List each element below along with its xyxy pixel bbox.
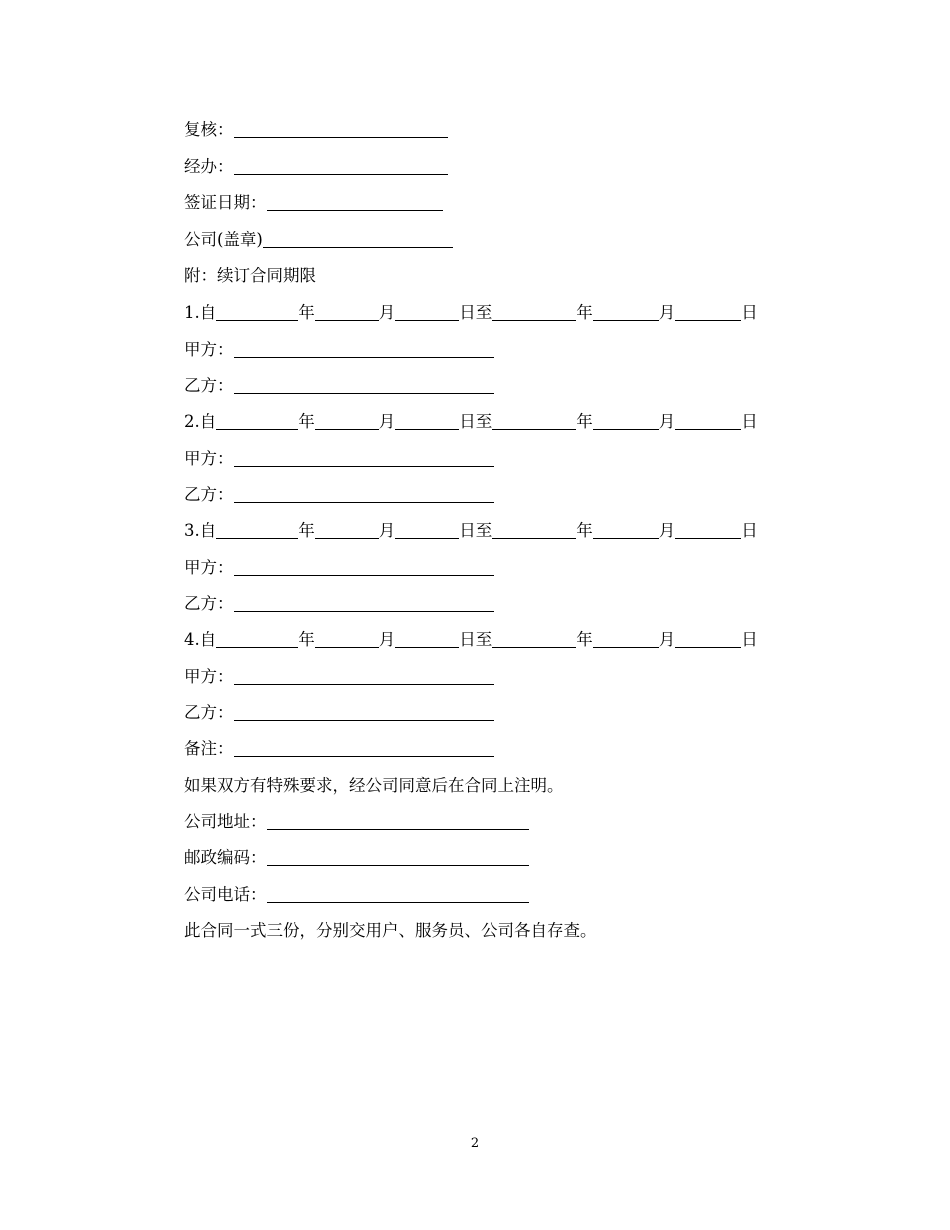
term-number: 2. <box>184 412 200 431</box>
party-b-line-4 <box>184 701 494 725</box>
year-label: 年 <box>576 521 593 540</box>
month-label: 月 <box>378 412 396 431</box>
end-day-blank[interactable] <box>675 411 741 430</box>
review-blank[interactable] <box>234 119 448 138</box>
end-year-blank[interactable] <box>492 411 576 430</box>
remarks-line <box>184 737 494 761</box>
day-label: 日 <box>741 630 758 649</box>
day-to-label: 日至 <box>459 630 493 649</box>
party-b-blank[interactable] <box>234 484 494 503</box>
end-month-blank[interactable] <box>593 520 659 539</box>
party-a-line-2 <box>184 447 494 471</box>
party-a-label: 甲方： <box>184 449 234 468</box>
party-b-blank[interactable] <box>234 702 494 721</box>
renewal-heading <box>184 264 316 288</box>
start-day-blank[interactable] <box>395 629 459 648</box>
company-phone-line <box>184 883 529 907</box>
end-year-blank[interactable] <box>492 629 576 648</box>
review-line <box>184 118 448 142</box>
party-b-blank[interactable] <box>234 593 494 612</box>
year-label: 年 <box>298 630 315 649</box>
party-b-line-3 <box>184 592 494 616</box>
party-b-label: 乙方： <box>184 703 234 722</box>
start-day-blank[interactable] <box>395 302 459 321</box>
end-year-blank[interactable] <box>492 302 576 321</box>
party-b-label: 乙方： <box>184 376 234 395</box>
renewal-heading-text: 附：续订合同期限 <box>184 266 316 285</box>
postal-code-label: 邮政编码： <box>184 848 267 867</box>
end-day-blank[interactable] <box>675 520 741 539</box>
party-a-line-4 <box>184 665 494 689</box>
month-label: 月 <box>658 630 676 649</box>
year-label: 年 <box>576 630 593 649</box>
remarks-label: 备注： <box>184 739 234 758</box>
end-month-blank[interactable] <box>593 302 659 321</box>
term-from-label: 自 <box>199 521 217 540</box>
term-from-label: 自 <box>199 412 217 431</box>
party-a-blank[interactable] <box>234 339 494 358</box>
day-to-label: 日至 <box>459 412 493 431</box>
visa-date-blank[interactable] <box>267 192 443 211</box>
company-address-label: 公司地址： <box>184 812 267 831</box>
day-to-label: 日至 <box>459 303 493 322</box>
end-day-blank[interactable] <box>675 629 741 648</box>
party-b-line-2 <box>184 483 494 507</box>
year-label: 年 <box>298 521 315 540</box>
party-b-line-1 <box>184 374 494 398</box>
party-a-blank[interactable] <box>234 448 494 467</box>
term-number: 3. <box>184 521 200 540</box>
day-to-label: 日至 <box>459 521 493 540</box>
term-number: 1. <box>184 303 200 322</box>
start-day-blank[interactable] <box>395 520 459 539</box>
party-b-blank[interactable] <box>234 375 494 394</box>
party-a-line-3 <box>184 556 494 580</box>
month-label: 月 <box>658 412 676 431</box>
special-note-text: 如果双方有特殊要求，经公司同意后在合同上注明。 <box>184 776 564 795</box>
start-month-blank[interactable] <box>315 411 379 430</box>
year-label: 年 <box>298 412 315 431</box>
party-a-label: 甲方： <box>184 558 234 577</box>
company-stamp-line <box>184 228 453 252</box>
start-year-blank[interactable] <box>216 411 298 430</box>
renewal-term-3 <box>184 519 758 543</box>
start-day-blank[interactable] <box>395 411 459 430</box>
party-a-label: 甲方： <box>184 667 234 686</box>
end-year-blank[interactable] <box>492 520 576 539</box>
company-stamp-blank[interactable] <box>263 229 453 248</box>
party-b-label: 乙方： <box>184 485 234 504</box>
start-month-blank[interactable] <box>315 302 379 321</box>
day-label: 日 <box>741 412 758 431</box>
term-from-label: 自 <box>199 630 217 649</box>
closing-statement <box>184 919 597 943</box>
party-a-line-1 <box>184 338 494 362</box>
party-a-blank[interactable] <box>234 557 494 576</box>
handler-blank[interactable] <box>234 156 448 175</box>
party-a-label: 甲方： <box>184 340 234 359</box>
company-phone-label: 公司电话： <box>184 885 267 904</box>
year-label: 年 <box>576 303 593 322</box>
day-label: 日 <box>741 521 758 540</box>
review-label: 复核： <box>184 120 234 139</box>
start-year-blank[interactable] <box>216 520 298 539</box>
month-label: 月 <box>378 521 396 540</box>
page-number: 2 <box>470 1136 480 1151</box>
end-month-blank[interactable] <box>593 629 659 648</box>
postal-code-line <box>184 846 529 870</box>
term-from-label: 自 <box>199 303 217 322</box>
party-b-label: 乙方： <box>184 594 234 613</box>
day-label: 日 <box>741 303 758 322</box>
visa-date-line <box>184 191 443 215</box>
visa-date-label: 签证日期： <box>184 193 267 212</box>
end-month-blank[interactable] <box>593 411 659 430</box>
start-month-blank[interactable] <box>315 629 379 648</box>
month-label: 月 <box>378 303 396 322</box>
special-note <box>184 774 564 798</box>
start-month-blank[interactable] <box>315 520 379 539</box>
renewal-term-2 <box>184 410 758 434</box>
company-address-line <box>184 810 529 834</box>
year-label: 年 <box>576 412 593 431</box>
renewal-term-4 <box>184 628 758 652</box>
handler-label: 经办： <box>184 157 234 176</box>
start-year-blank[interactable] <box>216 629 298 648</box>
month-label: 月 <box>658 303 676 322</box>
company-phone-blank[interactable] <box>267 884 529 903</box>
year-label: 年 <box>298 303 315 322</box>
term-number: 4. <box>184 630 200 649</box>
end-day-blank[interactable] <box>675 302 741 321</box>
handler-line <box>184 155 448 179</box>
remarks-blank[interactable] <box>234 738 494 757</box>
start-year-blank[interactable] <box>216 302 298 321</box>
postal-code-blank[interactable] <box>267 847 529 866</box>
month-label: 月 <box>658 521 676 540</box>
company-stamp-label: 公司(盖章) <box>184 230 263 249</box>
renewal-term-1 <box>184 301 758 325</box>
company-address-blank[interactable] <box>267 811 529 830</box>
closing-text: 此合同一式三份，分别交用户、服务员、公司各自存查。 <box>184 921 597 940</box>
party-a-blank[interactable] <box>234 666 494 685</box>
month-label: 月 <box>378 630 396 649</box>
